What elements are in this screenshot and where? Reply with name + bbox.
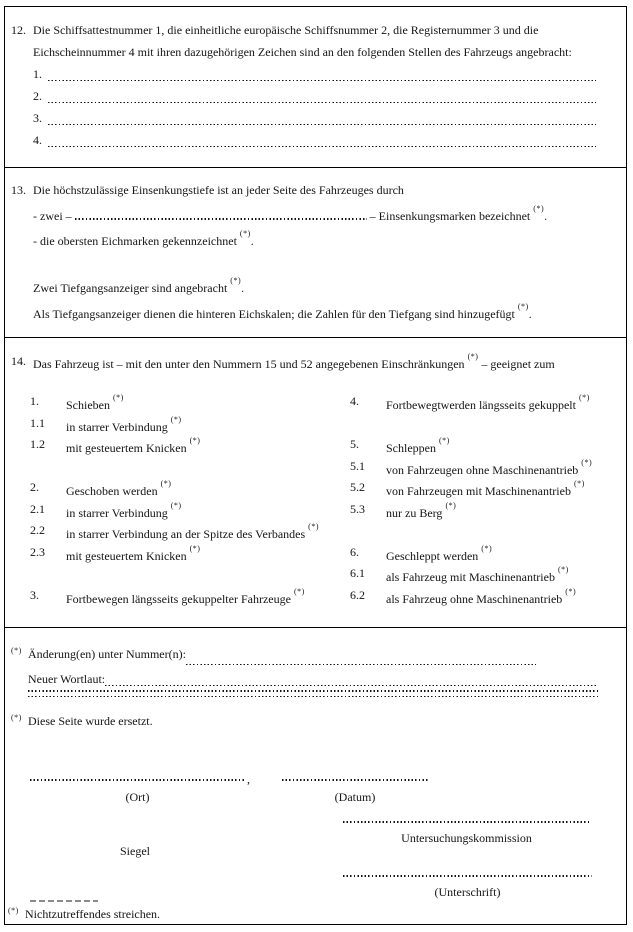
footnote-marker: (*) xyxy=(293,586,305,596)
footnote-text: Nichtzutreffendes streichen. xyxy=(25,907,161,921)
footnote-marker: (*) xyxy=(439,436,450,445)
footnote-marker: (*) xyxy=(467,352,479,361)
heading-pre: Das Fahrzeug ist – mit den unter den Nummern 15 und 52 angegebenen Einschränkungen xyxy=(33,357,465,371)
new-wording-line xyxy=(11,669,598,690)
item-text: von Fahrzeugen mit Maschinenantrieb xyxy=(386,484,571,498)
capability-item xyxy=(350,391,616,413)
footnote-marker: (*) xyxy=(565,586,577,596)
anzeiger-text: Zwei Tiefgangsanzeiger sind angebracht xyxy=(33,281,228,295)
item-label xyxy=(66,391,350,413)
footnote-marker-column xyxy=(11,711,28,736)
dotted-fill-line xyxy=(75,218,367,220)
eichmarken-line xyxy=(33,227,612,253)
item-number: 5.2 xyxy=(350,480,365,494)
footnote-marker-column xyxy=(11,644,28,669)
marking-location-line xyxy=(33,85,596,107)
item-label xyxy=(386,434,616,456)
item-text: Geschoben werden xyxy=(66,484,158,498)
zwei-suffix: – Einsenkungsmarken bezeichnet xyxy=(369,208,531,223)
item-text: von Fahrzeugen ohne Maschinenantrieb xyxy=(386,462,579,477)
zwei-prefix: - zwei – xyxy=(33,208,72,223)
item-number: 4. xyxy=(350,394,359,408)
item-text: Schleppen xyxy=(386,441,436,455)
item-label xyxy=(66,434,350,456)
place-label: (Ort) xyxy=(125,790,150,804)
list-spacer xyxy=(350,520,616,542)
footnote-marker: (*) xyxy=(113,393,124,402)
item-number: 6.1 xyxy=(350,566,365,580)
section-12-text-line1: Die Schiffsattestnummer 1, die einheitliche europäische Schiffsnummer 2, die Registernummer 3 und die xyxy=(33,23,539,37)
item-label xyxy=(386,563,616,585)
footnote-marker: (*) xyxy=(308,522,319,531)
item-label xyxy=(386,391,616,413)
marking-location-line xyxy=(33,129,596,151)
page-replaced-line xyxy=(11,711,598,736)
section-14-heading xyxy=(33,350,616,375)
footnote-marker: (*) xyxy=(481,543,493,553)
capability-column-right xyxy=(350,391,616,606)
capability-item xyxy=(350,563,616,585)
footnote-marker: (*) xyxy=(578,393,590,402)
footnote-marker: (*) xyxy=(11,713,22,722)
item-number: 2.1 xyxy=(30,501,45,516)
commission-fill-line xyxy=(343,821,590,823)
certificate-sheet xyxy=(4,6,627,925)
marking-location-line xyxy=(33,63,596,85)
item-number: 1.1 xyxy=(30,415,45,430)
capability-item xyxy=(30,434,350,456)
capability-item xyxy=(30,391,350,413)
footnote-marker: (*) xyxy=(517,301,529,311)
section-14-number: 14. xyxy=(11,354,26,368)
item-label xyxy=(386,499,616,521)
item-label xyxy=(66,520,350,542)
footnote-marker: (*) xyxy=(573,479,585,488)
heading-post: – geeignet zum xyxy=(481,357,555,371)
item-text: in starrer Verbindung xyxy=(66,505,168,520)
footnote-marker-column xyxy=(11,669,28,690)
list-spacer xyxy=(30,456,350,478)
section-12-markings xyxy=(5,7,626,168)
section-13-number: 13. xyxy=(11,183,26,197)
dotted-fill-line xyxy=(28,696,598,698)
item-label xyxy=(66,477,350,499)
eichmarken-text: - die obersten Eichmarken gekennzeichnet xyxy=(33,234,237,248)
item-number: 1.2 xyxy=(30,437,45,451)
footnote-marker: (*) xyxy=(230,276,242,285)
footnote-marker: (*) xyxy=(239,229,251,238)
item-text: mit gesteuertem Knicken xyxy=(66,548,187,563)
item-text: als Fahrzeug mit Maschinenantrieb xyxy=(386,570,555,584)
item-number: 3. xyxy=(30,587,39,602)
line-number: 3. xyxy=(33,111,42,125)
item-number: 5.1 xyxy=(350,458,365,473)
eichskalen-line xyxy=(33,300,612,326)
capability-item xyxy=(30,413,350,435)
comma: , xyxy=(247,772,250,786)
period: . xyxy=(528,306,532,321)
line-number: 4. xyxy=(33,133,42,147)
list-spacer xyxy=(30,563,350,585)
seal-label: Siegel xyxy=(120,844,150,858)
eichskalen-text: Als Tiefgangsanzeiger dienen die hinteren Eichskalen; die Zahlen für den Tiefgang sind hinzugefügt xyxy=(33,306,515,321)
item-text: in starrer Verbindung an der Spitze des Verbandes xyxy=(66,527,306,541)
capability-item xyxy=(350,434,616,456)
dotted-fill-line xyxy=(48,124,596,126)
capability-item xyxy=(350,456,616,478)
tiefgangsanzeiger-line xyxy=(33,274,612,300)
capability-item xyxy=(30,542,350,564)
capability-item xyxy=(350,477,616,499)
dotted-fill-line xyxy=(48,102,596,104)
blank-fill-line xyxy=(11,696,598,702)
section-12-number: 12. xyxy=(11,23,26,37)
line-number: 2. xyxy=(33,89,42,103)
footnote-marker: (*) xyxy=(11,646,22,655)
footnote-marker: (*) xyxy=(170,414,182,424)
item-number: 2. xyxy=(30,480,39,494)
place-fill-line xyxy=(30,779,245,781)
signature-fill-line xyxy=(343,875,592,877)
item-number: 6.2 xyxy=(350,587,365,602)
footnote-marker: (*) xyxy=(189,436,201,445)
item-label xyxy=(386,456,616,478)
dotted-fill-line xyxy=(28,690,598,692)
list-spacer xyxy=(350,413,616,435)
footer-signature-section xyxy=(5,628,626,924)
footnote-marker: (*) xyxy=(581,457,593,467)
capability-item xyxy=(30,499,350,521)
item-text: Geschleppt werden xyxy=(386,548,479,563)
capability-item xyxy=(30,520,350,542)
period: . xyxy=(250,234,254,248)
spacer xyxy=(33,253,612,275)
date-label: (Datum) xyxy=(334,790,376,804)
item-label xyxy=(66,499,350,521)
item-label xyxy=(66,585,350,607)
amendment-label: Änderung(en) unter Nummer(n): xyxy=(28,647,186,661)
item-label xyxy=(386,585,616,607)
section-13-draught xyxy=(5,168,626,338)
item-label xyxy=(66,542,350,564)
footnote-marker-column xyxy=(8,904,25,929)
item-text: nur zu Berg xyxy=(386,505,443,520)
section-14-suitability xyxy=(5,338,626,628)
new-wording-label: Neuer Wortlaut: xyxy=(28,672,106,686)
period: . xyxy=(544,208,548,223)
footnote-marker: (*) xyxy=(8,906,19,915)
item-text: als Fahrzeug ohne Maschinenantrieb xyxy=(386,591,563,606)
capability-columns xyxy=(30,391,616,606)
footnote-marker: (*) xyxy=(557,565,569,574)
capability-item xyxy=(350,585,616,607)
item-label xyxy=(386,477,616,499)
period: . xyxy=(241,281,245,295)
dotted-fill-line xyxy=(48,146,596,148)
capability-item xyxy=(350,542,616,564)
footnote xyxy=(8,904,160,929)
item-text: Fortbewegen längsseits gekuppelter Fahrzeuge xyxy=(66,591,291,606)
item-number: 2.2 xyxy=(30,523,45,537)
item-text: mit gesteuertem Knicken xyxy=(66,441,187,455)
footnote-marker: (*) xyxy=(170,500,182,510)
page-replaced-text: Diese Seite wurde ersetzt. xyxy=(28,714,153,728)
capability-item xyxy=(350,499,616,521)
footnote-marker-column xyxy=(11,696,28,702)
item-number: 1. xyxy=(30,394,39,408)
capability-column-left xyxy=(30,391,350,606)
dotted-fill-line xyxy=(186,664,536,666)
item-label xyxy=(66,413,350,435)
amendment-line xyxy=(11,644,598,669)
item-number: 6. xyxy=(350,544,359,559)
item-text: Fortbewegtwerden längsseits gekuppelt xyxy=(386,398,576,412)
capability-item xyxy=(30,477,350,499)
section-13-heading: Die höchstzulässige Einsenkungstiefe ist an jeder Seite des Fahrzeuges durch xyxy=(33,183,404,197)
capability-item xyxy=(30,585,350,607)
signature-label: (Unterschrift) xyxy=(434,885,501,899)
footnote-marker: (*) xyxy=(189,543,201,553)
item-label xyxy=(386,542,616,564)
commission-label: Untersuchungskommission xyxy=(401,831,532,845)
marking-location-line xyxy=(33,107,596,129)
item-number: 5. xyxy=(350,437,359,451)
footnote-rule xyxy=(30,900,98,902)
item-text: Schieben xyxy=(66,398,110,412)
footnote-marker: (*) xyxy=(445,500,457,510)
einsenkungsmarken-line xyxy=(33,202,612,228)
dotted-fill-line xyxy=(105,685,598,687)
footnote-marker: (*) xyxy=(533,203,545,213)
item-number: 2.3 xyxy=(30,544,45,559)
date-fill-line xyxy=(282,779,428,781)
item-number: 5.3 xyxy=(350,501,365,516)
section-12-text-line2: Eichscheinnummer 4 mit ihren dazugehörigen Zeichen sind an den folgenden Stellen des Fahrzeugs angebracht: xyxy=(33,45,572,59)
item-text: in starrer Verbindung xyxy=(66,419,168,434)
line-number: 1. xyxy=(33,67,42,81)
dotted-fill-line xyxy=(48,80,596,82)
footnote-marker: (*) xyxy=(160,479,172,488)
